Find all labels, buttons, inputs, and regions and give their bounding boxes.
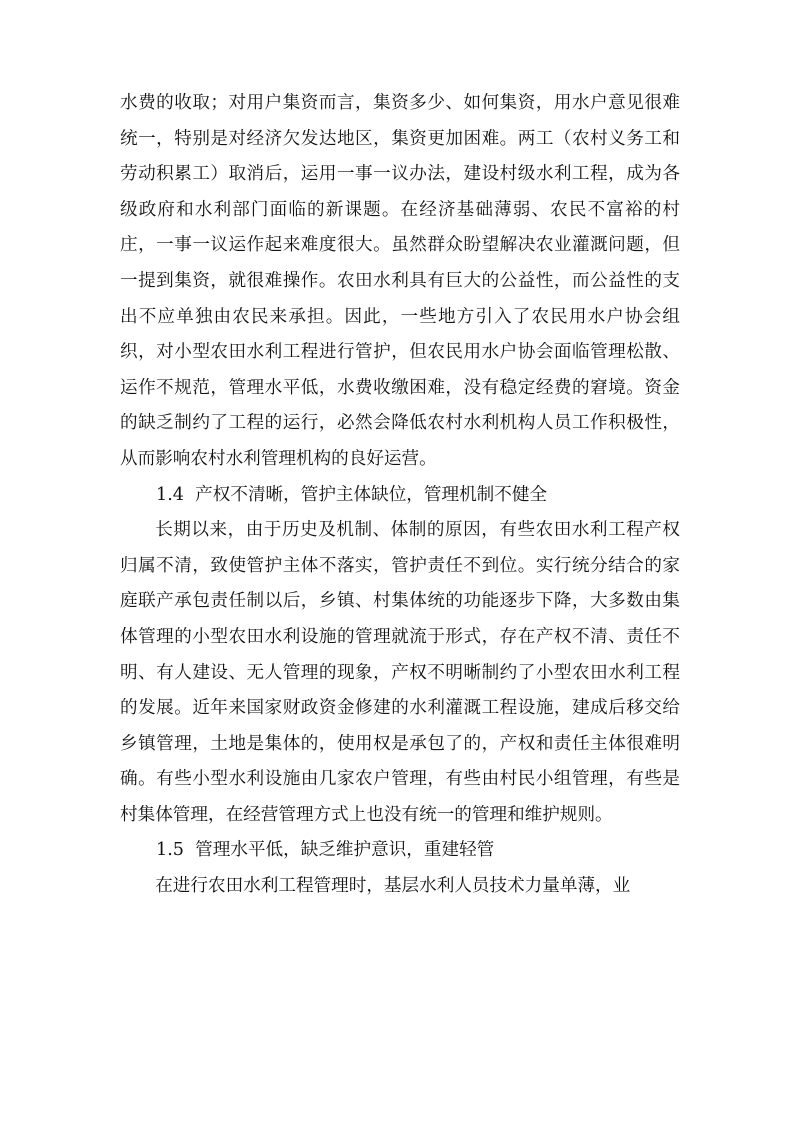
paragraph-management-level: 在进行农田水利工程管理时，基层水利人员技术力量单薄，业: [155, 876, 631, 897]
paragraph-property-rights: 长期以来，由于历史及机制、体制的原因，有些农田水利工程产权归属不清，致使管护主体不落实，管护责任不到位。实行统分结合的家庭联产承包责任制以后，乡镇、村集体统的功能逐步下降，大多数由集体管理的小型农田水利设施的管理就流于形式，存在产权不清、责任不明、有人建设、无人管理的现象，产权不明晰制约了小型农田水利工程的发展。近年来国家财政资金修建的水利灌溉工程设施，建成后移交给乡镇管理，土地是集体的，使用权是承包了的，产权和责任主体很难明确。有些小型水利设施由几家农户管理，有些由村民小组管理，有些是村集体管理，在经营管理方式上也没有统一的管理和维护规则。: [120, 520, 680, 825]
section-number: 1.4: [156, 484, 184, 505]
section-number: 1.5: [156, 840, 184, 861]
document-body: [120, 86, 680, 905]
section-heading-1-4: [120, 478, 680, 514]
paragraph-funding-difficulties: 水费的收取；对用户集资而言，集资多少、如何集资，用水户意见很难统一，特别是对经济欠发达地区，集资更加困难。两工（农村义务工和劳动积累工）取消后，运用一事一议办法，建设村级水利工程，成为各级政府和水利部门面临的新课题。在经济基础薄弱、农民不富裕的村庄，一事一议运作起来难度很大。虽然群众盼望解决农业灌溉问题，但一提到集资，就很难操作。农田水利具有巨大的公益性，而公益性的支出不应单独由农民来承担。因此，一些地方引入了农民用水户协会组织，对小型农田水利工程进行管护，但农民用水户协会面临管理松散、运作不规范，管理水平低，水费收缴困难，没有稳定经费的窘境。资金的缺乏制约了工程的运行，必然会降低农村水利机构人员工作积极性，从而影响农村水利管理机构的良好运营。: [120, 93, 680, 469]
section-heading-1-5: [120, 833, 680, 869]
section-title: 产权不清晰，管护主体缺位，管理机制不健全: [195, 484, 548, 505]
section-title: 管理水平低，缺乏维护意识，重建轻管: [195, 840, 495, 861]
